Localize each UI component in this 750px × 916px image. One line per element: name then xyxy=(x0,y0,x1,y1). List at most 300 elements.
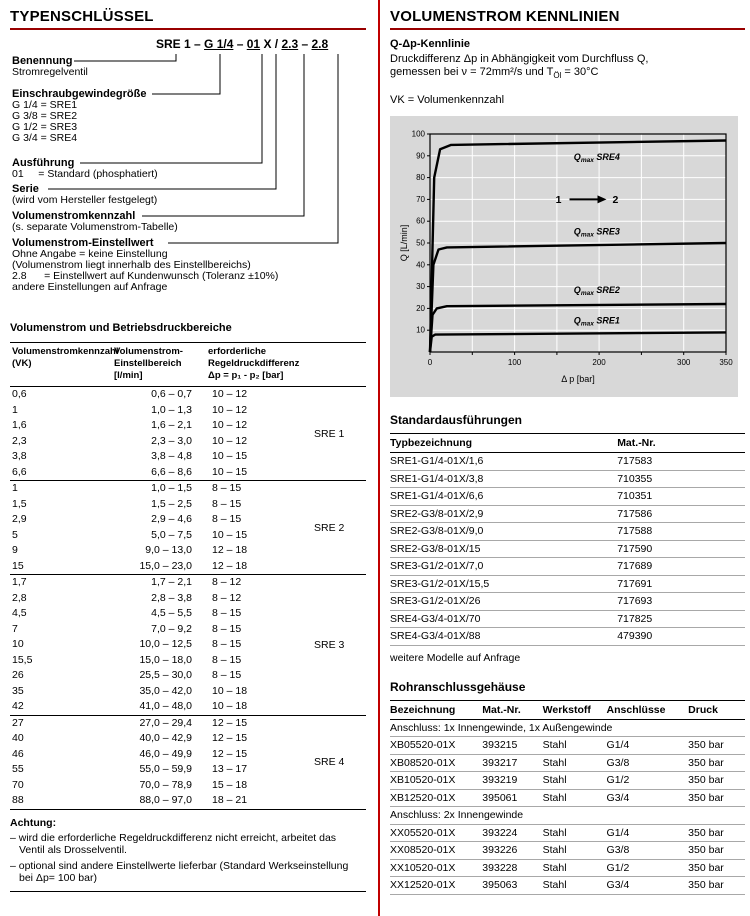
range-cell: 41,0 – 48,0 xyxy=(139,700,192,712)
dp-cell: 10 – 15 xyxy=(212,465,248,478)
matnr-cell: 717590 xyxy=(617,540,745,558)
range-cell: 70,0 – 78,9 xyxy=(139,778,192,791)
range-cell: 9,0 – 13,0 xyxy=(145,544,192,556)
typ-cell: SRE2-G3/8-01X/9,0 xyxy=(390,523,617,541)
col-druck: Druck xyxy=(688,700,745,719)
pipe-row xyxy=(390,772,745,790)
section-lines xyxy=(12,169,158,180)
group-label-sre3: SRE 3 xyxy=(314,638,345,651)
vk-cell: 1 xyxy=(12,482,18,494)
range-cell: 0,6 – 0,7 xyxy=(151,388,192,400)
achtung-section xyxy=(10,817,366,892)
standard-row xyxy=(390,540,745,558)
y-axis-label: Q [L/min] xyxy=(399,224,409,262)
vk-cell: 1,5 xyxy=(12,497,27,510)
code-separator: – xyxy=(190,37,205,51)
section-lines xyxy=(12,222,178,233)
pipe-table-title: Rohranschlussgehäuse xyxy=(390,679,526,694)
left-title-underline xyxy=(10,8,366,30)
dp-cell: 12 – 15 xyxy=(212,747,248,760)
flow-row xyxy=(10,528,306,544)
code-part-setpoint: 2.8 xyxy=(311,37,329,51)
section-line: 01 = Standard (phosphatiert) xyxy=(12,168,158,180)
vk-cell: 10 xyxy=(12,638,24,650)
typ-cell: SRE3-G1/2-01X/15,5 xyxy=(390,575,617,593)
typ-cell: SRE4-G3/4-01X/88 xyxy=(390,628,617,646)
werkstoff-cell: Stahl xyxy=(543,859,607,877)
type-key-section-ausfuehrung: Ausführung 01 = Standard (phosphatiert) xyxy=(12,157,158,180)
standard-table-title: Standardausführungen xyxy=(390,413,523,428)
matnr-cell: 710355 xyxy=(617,470,745,488)
section-line: G 3/4 = SRE4 xyxy=(12,132,78,144)
standard-table-footer: weitere Modelle auf Anfrage xyxy=(390,651,521,664)
dp-cell: 10 – 15 xyxy=(212,528,248,541)
flow-table-title: Volumenstrom und Betriebsdruckbereiche xyxy=(10,322,232,334)
flow-table xyxy=(10,481,306,574)
pipe-row xyxy=(390,824,745,842)
kennlinie-line1: Druckdifferenz Δp in Abhängigkeit vom Durchfluss Q, xyxy=(390,53,649,65)
x-tick-label: 350 xyxy=(719,358,733,368)
flow-row xyxy=(10,481,306,497)
range-cell: 40,0 – 42,9 xyxy=(139,732,192,744)
col-anschluesse: Anschlüsse xyxy=(607,700,689,719)
standard-row xyxy=(390,523,745,541)
flow-row xyxy=(10,637,306,653)
chart-panel xyxy=(390,116,738,397)
vk-cell: 42 xyxy=(12,700,24,712)
matnr-cell: 717825 xyxy=(617,610,745,628)
matnr-cell: 395061 xyxy=(482,789,542,807)
werkstoff-cell: Stahl xyxy=(543,737,607,755)
y-tick-label: 20 xyxy=(416,304,425,314)
flow-group-sre2 xyxy=(10,481,366,575)
range-cell: 2,9 – 4,6 xyxy=(151,513,192,525)
vk-cell: 6,6 xyxy=(12,465,27,478)
range-cell: 5,0 – 7,5 xyxy=(151,528,192,541)
range-cell: 1,7 – 2,1 xyxy=(151,576,192,588)
vk-cell: 55 xyxy=(12,763,24,775)
vk-cell: 1,7 xyxy=(12,576,27,588)
dp-cell: 12 – 18 xyxy=(212,544,248,556)
curve-label-SRE3: $Q_{max}$ SRE3 xyxy=(573,226,620,239)
x-tick-label: 100 xyxy=(507,358,522,368)
dp-cell: 12 – 15 xyxy=(212,716,248,729)
vk-note: VK = Volumenkennzahl xyxy=(390,94,505,107)
vk-cell: 9 xyxy=(12,544,18,556)
bezeichnung-cell: XX12520-01X xyxy=(390,877,482,895)
vk-cell: 2,3 xyxy=(12,434,27,447)
x-tick-label: 0 xyxy=(427,358,433,368)
standard-row xyxy=(390,593,745,611)
dp-cell: 10 – 18 xyxy=(212,700,248,712)
flow-row xyxy=(10,575,306,591)
range-cell: 27,0 – 29,4 xyxy=(139,716,192,729)
werkstoff-cell: Stahl xyxy=(543,842,607,860)
matnr-cell: 717689 xyxy=(617,558,745,576)
flow-col-vk-header: Volumenstromkennzahl (VK) xyxy=(12,346,119,369)
dp-cell: 8 – 15 xyxy=(212,513,242,525)
kennlinie-line2-sub: Öl xyxy=(553,71,562,81)
kennlinie-heading: Q-Δp-Kennlinie xyxy=(390,38,471,50)
curve-label-SRE4: $Q_{max}$ SRE4 xyxy=(573,152,620,165)
flow-table xyxy=(10,387,306,480)
achtung-title: Achtung: xyxy=(10,816,57,829)
typ-cell: SRE3-G1/2-01X/26 xyxy=(390,593,617,611)
curve-SRE3 xyxy=(430,243,726,352)
kennlinie-line2-post: = 30°C xyxy=(561,66,599,78)
typ-cell: SRE4-G3/4-01X/70 xyxy=(390,610,617,628)
pipe-row xyxy=(390,754,745,772)
dp-cell: 8 – 12 xyxy=(212,591,242,604)
achtung-note: – wird die erforderliche Regeldruckdifferenz nicht erreicht, arbeitet das Ventil als Drosselventil. xyxy=(10,831,337,856)
anschluss-cell: G3/8 xyxy=(607,754,689,772)
matnr-cell: 393219 xyxy=(482,772,542,790)
type-key-section-gewinde: Einschraubgewindegröße G 1/4 = SRE1 G 3/8 = SRE2 G 1/2 = SRE3 G 3/4 = SRE4 xyxy=(12,88,147,144)
bezeichnung-cell: XB08520-01X xyxy=(390,754,482,772)
matnr-cell: 393215 xyxy=(482,737,542,755)
flow-col-dp-header: erforderliche Regeldruckdifferenz Δp = p₁ - p₂ [bar] xyxy=(208,346,300,381)
annotation-port-2: 2 xyxy=(612,194,619,207)
anschluss-cell: G1/2 xyxy=(607,772,689,790)
flow-row xyxy=(10,591,306,607)
matnr-cell: 717583 xyxy=(617,453,745,471)
druck-cell: 350 bar xyxy=(688,772,745,790)
werkstoff-cell: Stahl xyxy=(543,754,607,772)
code-part-thread: G 1/4 xyxy=(204,37,234,51)
flow-row xyxy=(10,653,306,669)
y-tick-label: 40 xyxy=(416,260,425,270)
section-line: 2.8 = Einstellwert auf Kundenwunsch (Toleranz ±10%) xyxy=(12,270,279,282)
typ-cell: SRE1-G1/4-01X/1,6 xyxy=(390,453,617,471)
werkstoff-cell: Stahl xyxy=(543,877,607,895)
dp-cell: 15 – 18 xyxy=(212,778,248,791)
vk-cell: 7 xyxy=(12,622,18,635)
bezeichnung-cell: XX08520-01X xyxy=(390,842,482,860)
dp-cell: 8 – 15 xyxy=(212,669,242,681)
pipe-table xyxy=(390,700,745,895)
druck-cell: 350 bar xyxy=(688,859,745,877)
druck-cell: 350 bar xyxy=(688,824,745,842)
vk-cell: 40 xyxy=(12,732,24,744)
flow-row xyxy=(10,747,306,763)
col-typbezeichnung: Typbezeichnung xyxy=(390,434,617,453)
standard-table xyxy=(390,433,745,646)
dp-cell: 10 – 12 xyxy=(212,419,248,431)
range-cell: 55,0 – 59,9 xyxy=(139,763,192,775)
type-key-section-benennung: Benennung Stromregelventil xyxy=(12,55,88,78)
dp-cell: 12 – 15 xyxy=(212,732,248,744)
code-part-model: SRE 1 xyxy=(156,37,191,51)
matnr-cell: 393226 xyxy=(482,842,542,860)
werkstoff-cell: Stahl xyxy=(543,772,607,790)
anschluss-cell: G1/4 xyxy=(607,737,689,755)
section-lines xyxy=(12,249,278,293)
dp-cell: 13 – 17 xyxy=(212,763,248,775)
matnr-cell: 393217 xyxy=(482,754,542,772)
type-key-section-serie: Serie (wird vom Hersteller festgelegt) xyxy=(12,183,158,206)
vk-cell: 46 xyxy=(12,747,24,760)
anschluss-cell: G3/4 xyxy=(607,789,689,807)
kennlinie-line2-pre: gemessen bei ν = 72mm²/s und T xyxy=(390,66,554,78)
werkstoff-cell: Stahl xyxy=(543,824,607,842)
pipe-section-2: Anschluss: 2x Innengewinde xyxy=(390,807,745,825)
vk-cell: 70 xyxy=(12,778,24,791)
anschluss-cell: G3/8 xyxy=(607,842,689,860)
dp-cell: 8 – 15 xyxy=(212,482,242,494)
bezeichnung-cell: XB10520-01X xyxy=(390,772,482,790)
vk-cell: 4,5 xyxy=(12,607,27,619)
range-cell: 1,6 – 2,1 xyxy=(151,419,192,431)
dp-cell: 8 – 12 xyxy=(212,576,242,588)
range-cell: 3,8 – 4,8 xyxy=(151,450,192,462)
vk-cell: 1,6 xyxy=(12,419,27,431)
flow-row xyxy=(10,699,306,715)
flow-row xyxy=(10,778,306,794)
type-code xyxy=(156,37,328,51)
anschluss-cell: G3/4 xyxy=(607,877,689,895)
range-cell: 1,5 – 2,5 xyxy=(151,497,192,510)
range-cell: 25,5 – 30,0 xyxy=(139,669,192,681)
achtung-notes xyxy=(10,832,366,884)
curve-label-SRE1: $Q_{max}$ SRE1 xyxy=(573,315,620,328)
annotation-arrowhead xyxy=(598,196,607,204)
section-line: Stromregelventil xyxy=(12,66,88,78)
col-werkstoff: Werkstoff xyxy=(543,700,607,719)
flow-row xyxy=(10,606,306,622)
code-separator: / xyxy=(271,37,282,51)
section-line: andere Einstellungen auf Anfrage xyxy=(12,281,168,293)
bezeichnung-cell: XX10520-01X xyxy=(390,859,482,877)
bezeichnung-cell: XX05520-01X xyxy=(390,824,482,842)
col-mat-nr: Mat.-Nr. xyxy=(617,434,745,453)
standard-row xyxy=(390,575,745,593)
pipe-row xyxy=(390,789,745,807)
pipe-row xyxy=(390,859,745,877)
vk-cell: 27 xyxy=(12,716,24,729)
matnr-cell: 479390 xyxy=(617,628,745,646)
right-title-underline xyxy=(390,8,745,30)
vk-cell: 15,5 xyxy=(12,653,33,666)
dp-cell: 10 – 18 xyxy=(212,684,248,697)
section-line: G 1/4 = SRE1 xyxy=(12,99,78,111)
page-title-left: TYPENSCHLÜSSEL xyxy=(10,8,154,25)
flow-row xyxy=(10,622,306,638)
standard-row xyxy=(390,628,745,646)
col-bezeichnung: Bezeichnung xyxy=(390,700,482,719)
section-line: (Volumenstrom liegt innerhalb des Einstellbereichs) xyxy=(12,259,251,271)
matnr-cell: 393228 xyxy=(482,859,542,877)
range-cell: 2,8 – 3,8 xyxy=(151,591,192,604)
range-cell: 1,0 – 1,5 xyxy=(151,482,192,494)
y-tick-label: 100 xyxy=(411,129,425,139)
flow-table-header xyxy=(10,342,366,387)
flow-row xyxy=(10,497,306,513)
dp-cell: 10 – 12 xyxy=(212,434,248,447)
standard-row xyxy=(390,453,745,471)
anschluss-cell: G1/4 xyxy=(607,824,689,842)
flow-row xyxy=(10,731,306,747)
druck-cell: 350 bar xyxy=(688,789,745,807)
y-tick-label: 10 xyxy=(416,325,425,335)
pipe-row xyxy=(390,877,745,895)
vk-cell: 88 xyxy=(12,794,24,806)
vk-cell: 3,8 xyxy=(12,450,27,462)
code-part-series: X xyxy=(263,37,272,51)
flow-row xyxy=(10,559,306,575)
matnr-cell: 717693 xyxy=(617,593,745,611)
flow-row xyxy=(10,668,306,684)
druck-cell: 350 bar xyxy=(688,877,745,895)
flow-row xyxy=(10,449,306,465)
flow-row xyxy=(10,465,306,481)
flow-row xyxy=(10,762,306,778)
y-tick-label: 80 xyxy=(416,173,425,183)
typ-cell: SRE1-G1/4-01X/6,6 xyxy=(390,488,617,506)
flow-row xyxy=(10,512,306,528)
right-column xyxy=(380,0,750,916)
range-cell: 7,0 – 9,2 xyxy=(151,622,192,635)
dp-cell: 10 – 12 xyxy=(212,388,248,400)
dp-cell: 8 – 15 xyxy=(212,497,242,510)
y-tick-label: 30 xyxy=(416,282,425,292)
flow-group-sre1 xyxy=(10,387,366,481)
standard-table-header xyxy=(390,434,745,453)
y-tick-label: 70 xyxy=(416,195,425,205)
matnr-cell: 717586 xyxy=(617,505,745,523)
flow-row xyxy=(10,434,306,450)
matnr-cell: 393224 xyxy=(482,824,542,842)
left-column-end-rule xyxy=(10,891,366,892)
matnr-cell: 395063 xyxy=(482,877,542,895)
flow-row xyxy=(10,403,306,419)
dp-cell: 8 – 15 xyxy=(212,622,242,635)
typ-cell: SRE3-G1/2-01X/7,0 xyxy=(390,558,617,576)
range-cell: 15,0 – 18,0 xyxy=(139,653,192,666)
range-cell: 6,6 – 8,6 xyxy=(151,465,192,478)
col-mat-nr: Mat.-Nr. xyxy=(482,700,542,719)
flow-row xyxy=(10,418,306,434)
dp-cell: 10 – 12 xyxy=(212,403,248,416)
page-title-right: VOLUMENSTROM KENNLINIEN xyxy=(390,8,620,25)
x-axis-label: Δ p [bar] xyxy=(561,374,595,385)
q-dp-chart xyxy=(394,124,734,392)
flow-table xyxy=(10,575,306,715)
code-separator: – xyxy=(298,37,312,51)
achtung-note: – optional sind andere Einstellwerte lieferbar (Standard Werkseinstellung bei Δp= 100 bar) xyxy=(10,859,349,884)
typ-cell: SRE2-G3/8-01X/15 xyxy=(390,540,617,558)
type-key-section-einstellwert: Volumenstrom-Einstellwert Ohne Angabe = keine Einstellung (Volumenstrom liegt innerhalb des Einstellbereichs) 2.8 = Einstellwert auf Kundenwunsch (Toleranz ±10%) andere Einstellungen auf Anfrage xyxy=(12,237,279,293)
vk-cell: 0,6 xyxy=(12,388,27,400)
section-line: (s. separate Volumenstrom-Tabelle) xyxy=(12,221,178,233)
section-lines xyxy=(12,195,157,206)
flow-group-sre3 xyxy=(10,575,366,716)
flow-row xyxy=(10,716,306,732)
vk-cell: 2,8 xyxy=(12,591,27,604)
range-cell: 88,0 – 97,0 xyxy=(139,794,192,806)
dp-cell: 12 – 18 xyxy=(212,559,248,572)
flow-row xyxy=(10,387,306,403)
range-cell: 15,0 – 23,0 xyxy=(139,559,192,572)
matnr-cell: 717691 xyxy=(617,575,745,593)
pipe-row xyxy=(390,737,745,755)
range-cell: 1,0 – 1,3 xyxy=(151,403,192,416)
pipe-row xyxy=(390,842,745,860)
group-label-sre1: SRE 1 xyxy=(314,427,345,440)
druck-cell: 350 bar xyxy=(688,737,745,755)
y-tick-label: 50 xyxy=(416,238,425,248)
range-cell: 46,0 – 49,9 xyxy=(139,747,192,760)
section-line: G 1/2 = SRE3 xyxy=(12,121,78,133)
group-label-sre4: SRE 4 xyxy=(314,756,345,768)
typ-cell: SRE2-G3/8-01X/2,9 xyxy=(390,505,617,523)
vk-cell: 1 xyxy=(12,403,18,416)
section-lines xyxy=(12,100,146,144)
anschluss-cell: G1/2 xyxy=(607,859,689,877)
group-label-sre2: SRE 2 xyxy=(314,521,345,534)
druck-cell: 350 bar xyxy=(688,754,745,772)
curve-SRE2 xyxy=(430,304,726,352)
flow-table xyxy=(10,716,306,809)
pipe-table-header xyxy=(390,700,745,719)
flow-col-range-header: Volumenstrom-Einstellbereich [l/min] xyxy=(114,346,183,381)
section-line: G 3/8 = SRE2 xyxy=(12,110,78,122)
vk-cell: 15 xyxy=(12,559,24,572)
dp-cell: 8 – 15 xyxy=(212,653,242,666)
range-cell: 4,5 – 5,5 xyxy=(151,607,192,619)
vk-cell: 2,9 xyxy=(12,513,27,525)
standard-row xyxy=(390,470,745,488)
druck-cell: 350 bar xyxy=(688,842,745,860)
standard-row xyxy=(390,505,745,523)
pipe-section-1: Anschluss: 1x Innengewinde, 1x Außengewinde xyxy=(390,719,745,737)
dp-cell: 10 – 15 xyxy=(212,450,248,462)
y-tick-label: 90 xyxy=(416,151,425,161)
flow-row xyxy=(10,543,306,559)
code-part-version: 01 xyxy=(246,37,261,51)
bezeichnung-cell: XB05520-01X xyxy=(390,737,482,755)
vk-cell: 26 xyxy=(12,669,24,681)
dp-cell: 8 – 15 xyxy=(212,638,242,650)
dp-cell: 18 – 21 xyxy=(212,794,248,806)
standard-row xyxy=(390,610,745,628)
range-cell: 35,0 – 42,0 xyxy=(139,684,192,697)
curve-label-SRE2: $Q_{max}$ SRE2 xyxy=(573,285,620,298)
werkstoff-cell: Stahl xyxy=(543,789,607,807)
annotation-port-1: 1 xyxy=(555,194,562,207)
type-key-section-kennzahl: Volumenstromkennzahl (s. separate Volumenstrom-Tabelle) xyxy=(12,210,178,233)
x-tick-label: 300 xyxy=(677,358,691,368)
code-part-vk: 2.3 xyxy=(281,37,299,51)
section-lines xyxy=(12,67,88,78)
section-line: Ohne Angabe = keine Einstellung xyxy=(12,248,168,260)
type-key-diagram xyxy=(10,32,366,316)
section-line: (wird vom Hersteller festgelegt) xyxy=(12,194,158,206)
code-separator: – xyxy=(233,37,247,51)
standard-row xyxy=(390,488,745,506)
kennlinie-line2 xyxy=(390,66,745,82)
typ-cell: SRE1-G1/4-01X/3,8 xyxy=(390,470,617,488)
bezeichnung-cell: XB12520-01X xyxy=(390,789,482,807)
standard-row xyxy=(390,558,745,576)
dp-cell: 8 – 15 xyxy=(212,607,242,619)
range-cell: 2,3 – 3,0 xyxy=(151,434,192,447)
flow-group-sre4 xyxy=(10,716,366,810)
curve-SRE1 xyxy=(430,333,726,353)
range-cell: 10,0 – 12,5 xyxy=(139,638,192,650)
x-tick-label: 200 xyxy=(592,358,606,368)
y-tick-label: 60 xyxy=(416,216,425,226)
matnr-cell: 717588 xyxy=(617,523,745,541)
